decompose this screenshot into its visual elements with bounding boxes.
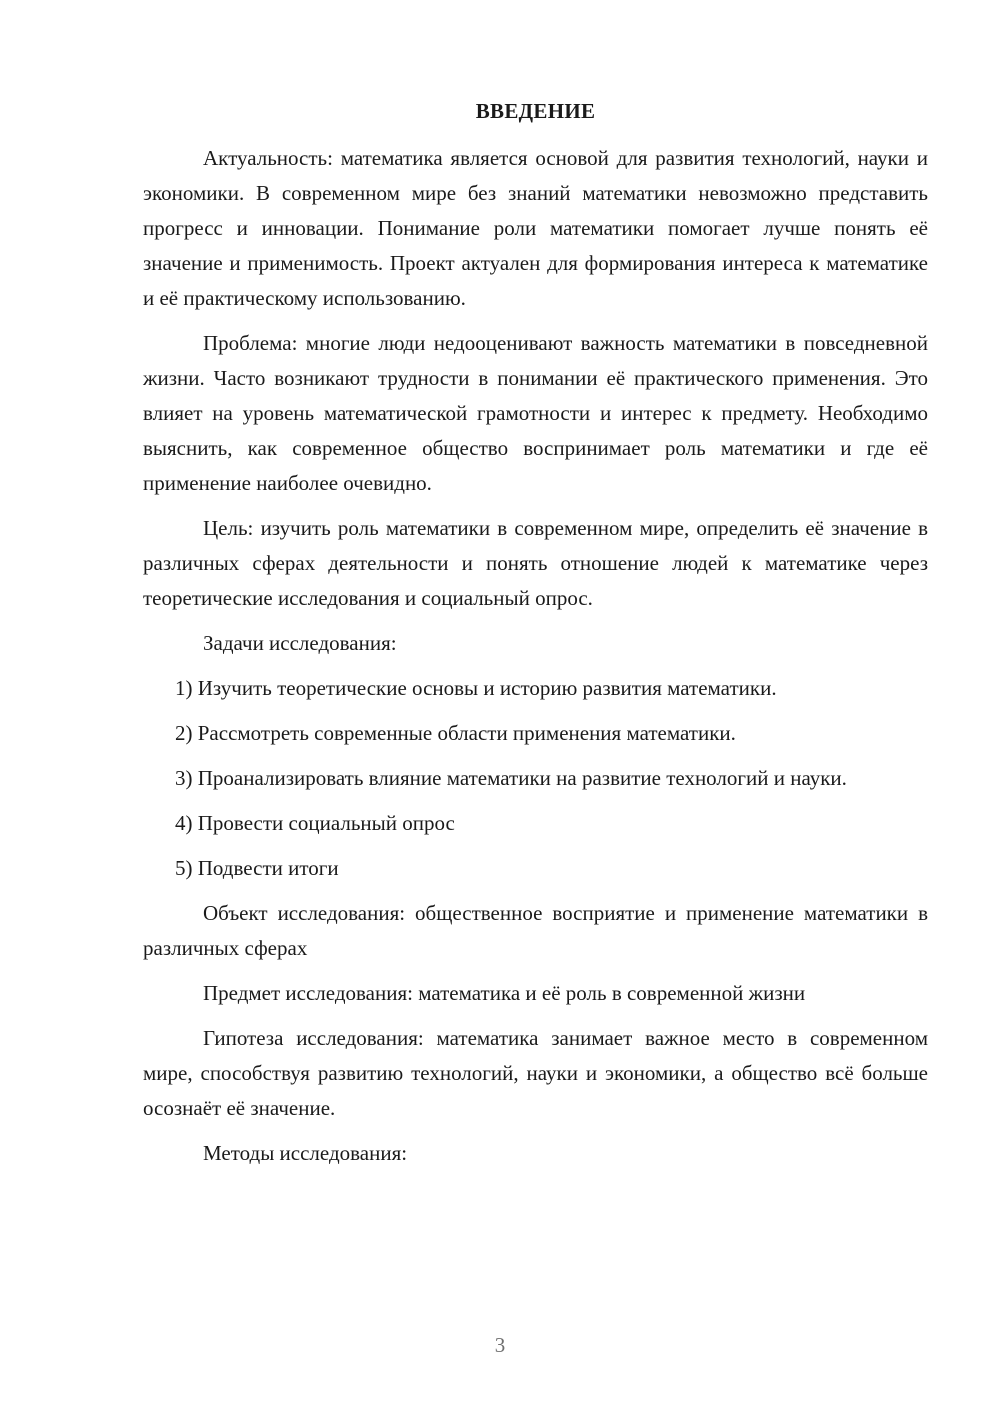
hypothesis-paragraph: Гипотеза исследования: математика занимает важное место в современном мире, способствуя развитию технологий, науки и экономики, а общество всё больше осознаёт её значение. <box>143 1026 928 1120</box>
problem-paragraph: Проблема: многие люди недооценивают важность математики в повседневной жизни. Часто возникают трудности в понимании её практического применения. Это влияет на уровень математической грамотности и интерес к предмету. Необходимо выяснить, как современное общество воспринимает роль математики и где её применение наиболее очевидно. <box>143 331 928 495</box>
goal-paragraph: Цель: изучить роль математики в современном мире, определить её значение в различных сферах деятельности и понять отношение людей к математике через теоретические исследования и социальный опрос. <box>143 516 928 610</box>
task-item-3: 3) Проанализировать влияние математики на развитие технологий и науки. <box>175 766 847 790</box>
task-item-5: 5) Подвести итоги <box>175 856 339 880</box>
object-paragraph: Объект исследования: общественное восприятие и применение математики в различных сферах <box>143 901 928 960</box>
tasks-heading: Задачи исследования: <box>203 631 397 655</box>
subject-paragraph: Предмет исследования: математика и её роль в современной жизни <box>203 981 806 1005</box>
page-number: 3 <box>494 1333 506 1357</box>
methods-heading: Методы исследования: <box>203 1141 408 1165</box>
relevance-paragraph: Актуальность: математика является основой для развития технологий, науки и экономики. В современном мире без знаний математики невозможно представить прогресс и инновации. Понимание роли математики помогает лучше понять её значение и применимость. Проект актуален для формирования интереса к математике и её практическому использованию. <box>143 146 928 310</box>
task-item-4: 4) Провести социальный опрос <box>175 811 455 835</box>
section-heading: ВВЕДЕНИЕ <box>475 99 596 123</box>
task-item-1: 1) Изучить теоретические основы и историю развития математики. <box>175 676 777 700</box>
task-item-2: 2) Рассмотреть современные области применения математики. <box>175 721 736 745</box>
document-page <box>143 94 928 1181</box>
